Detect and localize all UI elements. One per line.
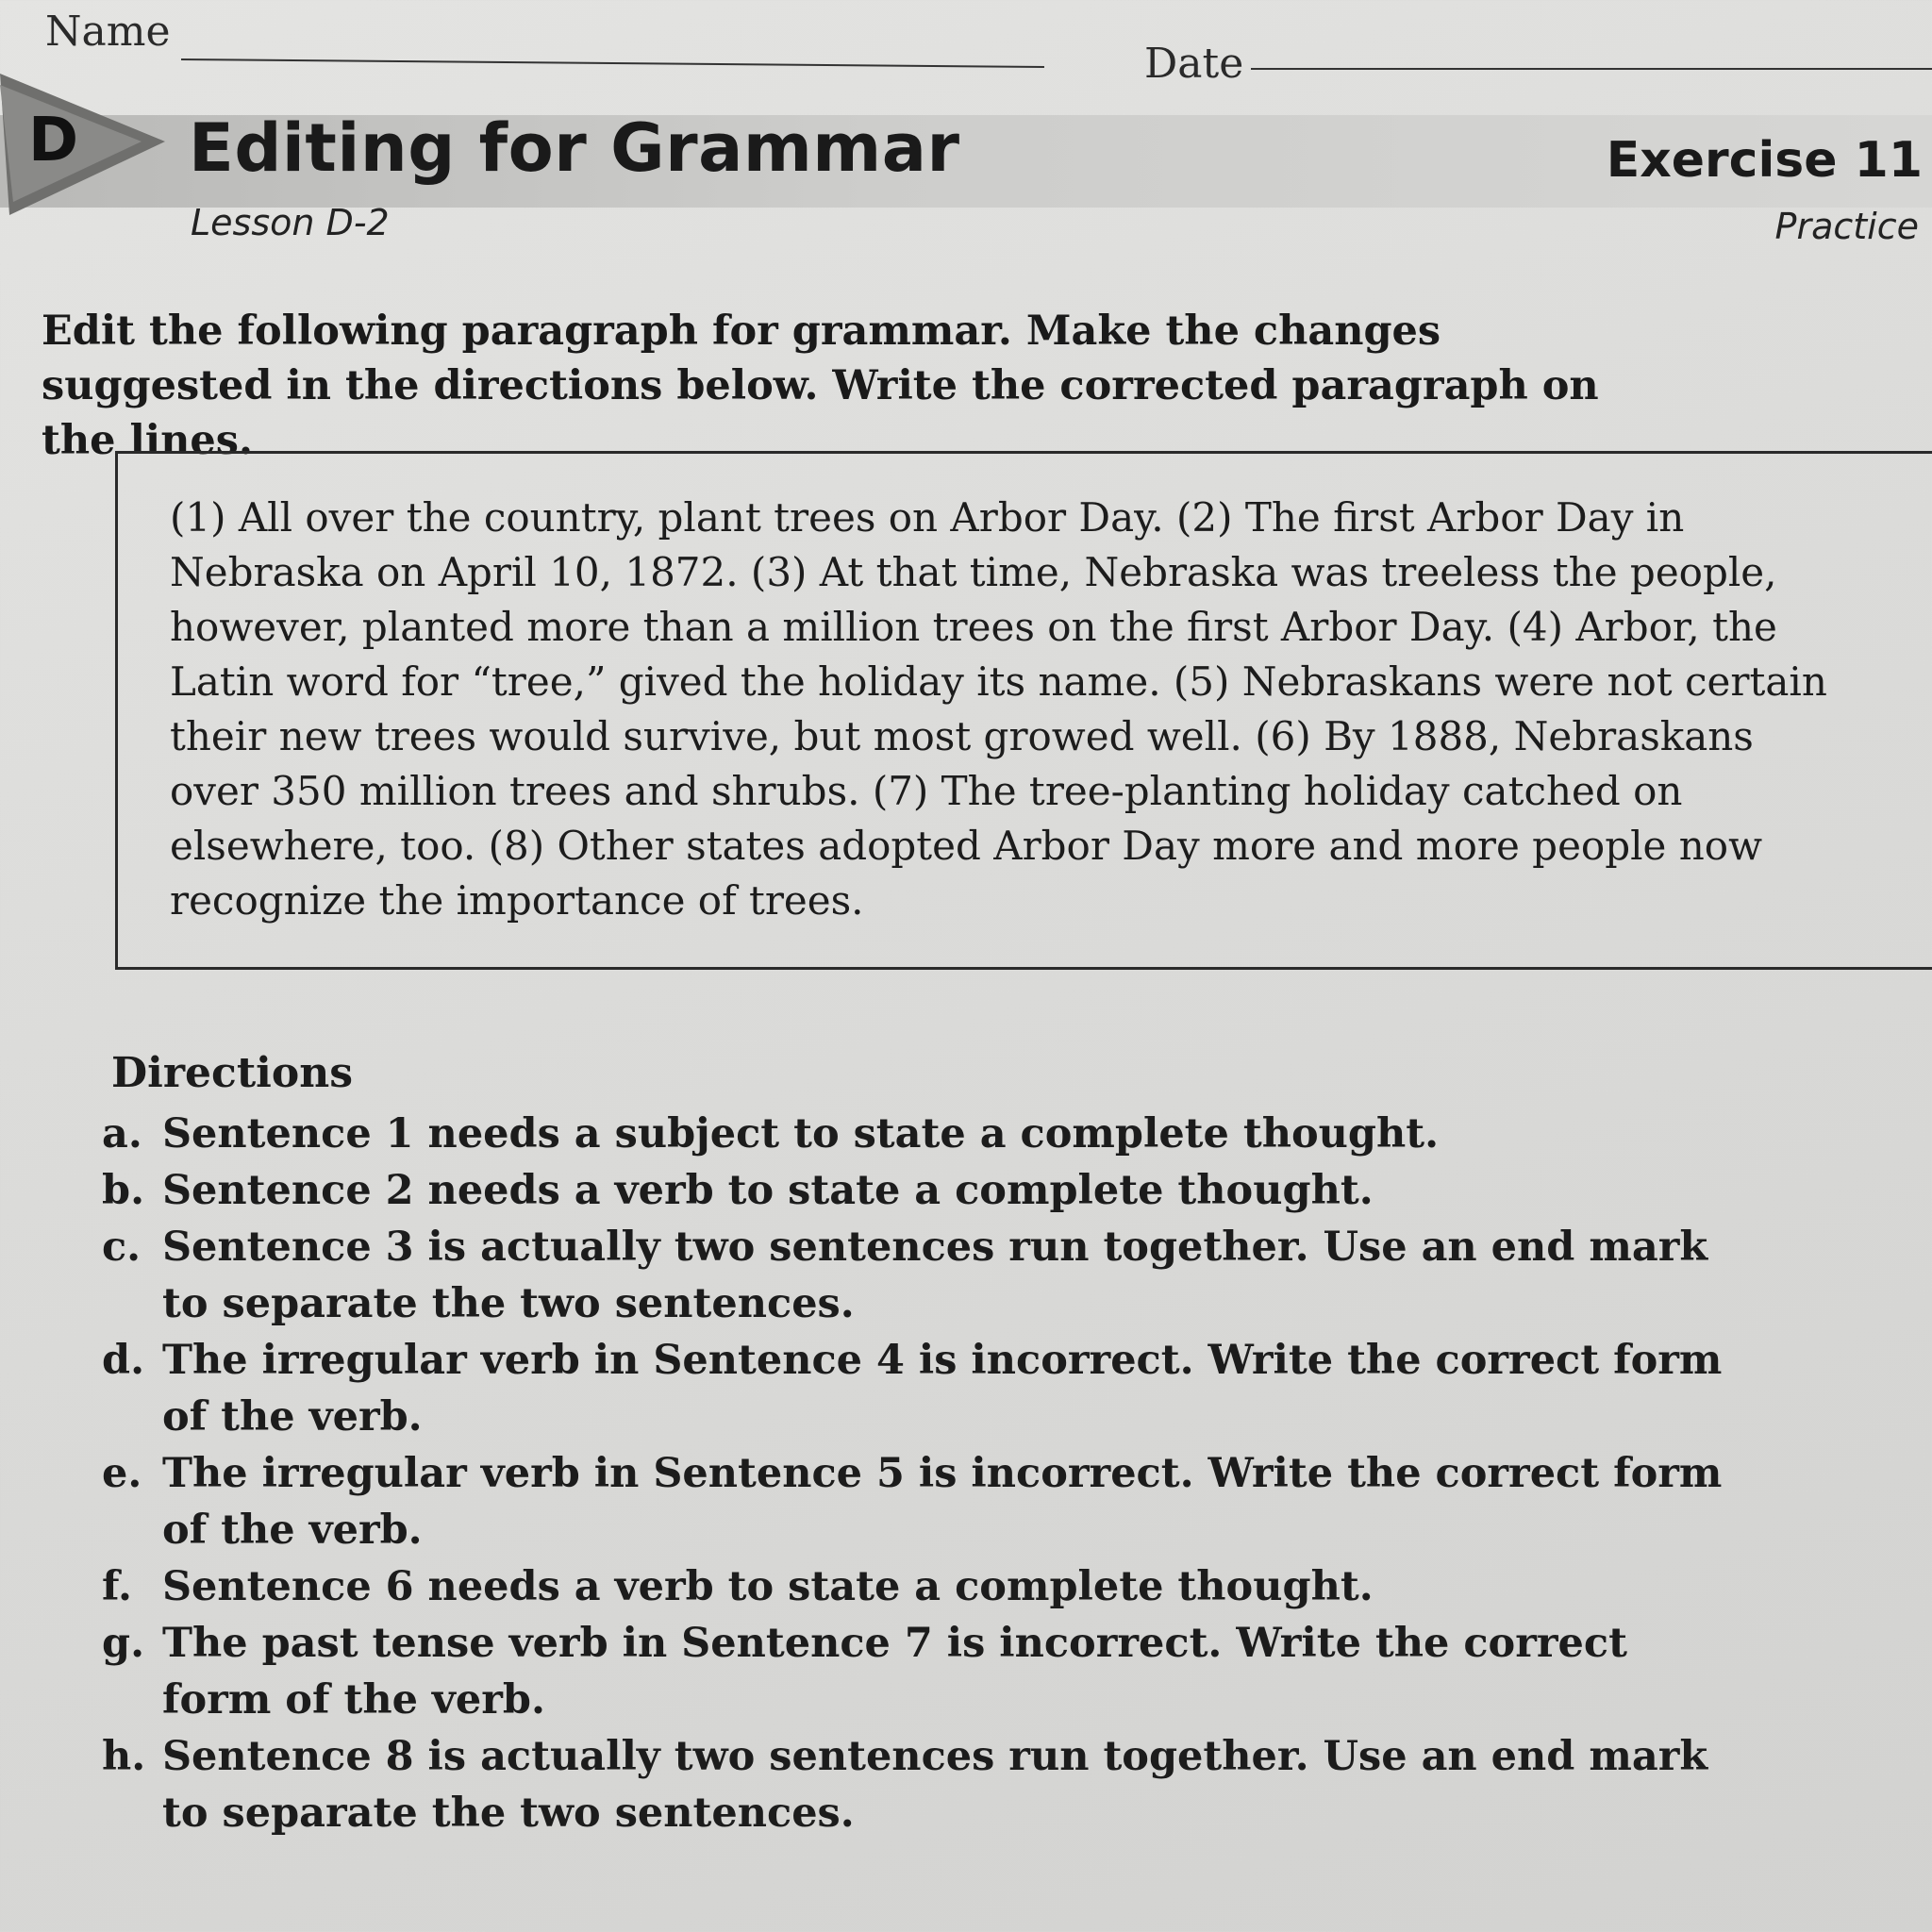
page-title: Editing for Grammar [189,109,960,187]
direction-text: The irregular verb in Sentence 4 is incorrect. Write the correct form of the verb. [162,1337,1723,1441]
direction-item-e [102,1445,1724,1558]
direction-text: Sentence 8 is actually two sentences run together. Use an end mark to separate the two sentences. [162,1733,1708,1837]
directions-list [102,1106,1724,1841]
direction-letter: h. [102,1733,146,1780]
direction-text: The past tense verb in Sentence 7 is incorrect. Write the correct form of the verb. [162,1620,1627,1724]
section-badge-letter: D [28,106,79,175]
direction-item-f [102,1558,1724,1615]
direction-text: Sentence 2 needs a verb to state a complete thought. [162,1167,1374,1214]
direction-letter: b. [102,1167,145,1214]
direction-item-b [102,1162,1724,1219]
direction-letter: f. [102,1563,132,1610]
direction-item-h [102,1728,1724,1841]
direction-text: Sentence 6 needs a verb to state a complete thought. [162,1563,1374,1610]
direction-letter: e. [102,1450,142,1497]
date-write-line[interactable] [1251,68,1932,70]
directions-heading: Directions [111,1049,353,1097]
section-badge-arrow-icon [0,74,179,215]
name-write-line[interactable] [181,58,1044,68]
direction-letter: c. [102,1224,142,1271]
instructions-text: Edit the following paragraph for grammar. Make the changes suggested in the directions below. Write the corrected paragraph on the lines. [42,308,1599,464]
direction-item-a [102,1106,1724,1162]
direction-text: Sentence 3 is actually two sentences run together. Use an end mark to separate the two sentences. [162,1224,1708,1327]
direction-item-c [102,1219,1724,1332]
passage-text: (1) All over the country, plant trees on Arbor Day. (2) The first Arbor Day in Nebraska on April 10, 1872. (3) At that time, Nebraska was treeless the people, however, planted more than a million trees on the first Arbor Day. (4) Arbor, the Latin word for “tree,” gived the holiday its name. (5) Nebraskans were not certain their new trees would survive, but most growed well. (6) By 1888, Nebraskans over 350 million trees and shrubs. (7) The tree-planting holiday catched on elsewhere, too. (8) Other states adopted Arbor Day more and more people now recognize the importance of trees. [170,494,1827,924]
direction-item-g [102,1615,1724,1728]
direction-text: Sentence 1 needs a subject to state a complete thought. [162,1110,1440,1158]
direction-letter: d. [102,1337,145,1384]
practice-label: Practice [1774,206,1919,247]
faint-handwriting-bleed [38,1877,1906,1932]
date-label: Date [1144,40,1244,88]
direction-letter: g. [102,1620,145,1667]
direction-letter: a. [102,1110,142,1158]
lesson-label: Lesson D-2 [191,202,390,243]
direction-text: The irregular verb in Sentence 5 is incorrect. Write the correct form of the verb. [162,1450,1723,1554]
exercise-number: Exercise 11 [1606,132,1923,189]
name-label: Name [45,8,171,56]
direction-item-d [102,1332,1724,1445]
